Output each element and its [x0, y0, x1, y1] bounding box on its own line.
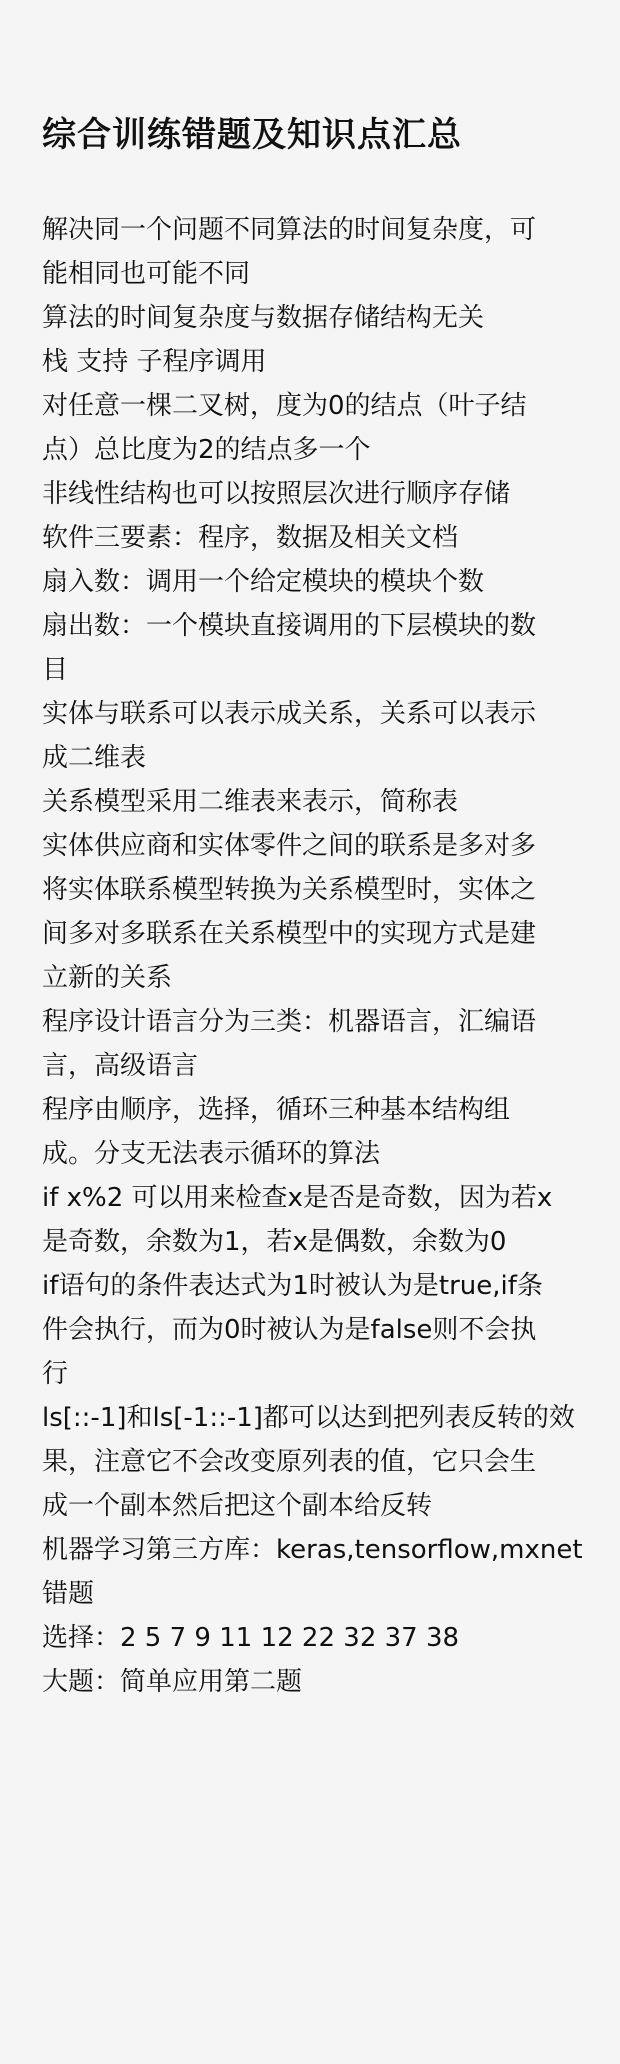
note-line: 成二维表	[42, 743, 147, 773]
note-line: 成。分支无法表示循环的算法	[42, 1139, 381, 1169]
note-line: 扇入数：调用一个给定模块的模块个数	[42, 567, 485, 597]
page-title: 综合训练错题及知识点汇总	[42, 115, 462, 155]
note-line: 果，注意它不会改变原列表的值，它只会生	[42, 1447, 537, 1477]
note-line: 是奇数，余数为1，若x是偶数，余数为0	[42, 1227, 507, 1257]
note-line: 扇出数：一个模块直接调用的下层模块的数	[42, 611, 537, 641]
note-line: 能相同也可能不同	[42, 259, 251, 289]
note-line: 解决同一个问题不同算法的时间复杂度，可	[42, 215, 537, 245]
note-line: 错题	[42, 1579, 95, 1609]
note-line: 件会执行，而为0时被认为是false则不会执	[42, 1315, 537, 1345]
notes-body	[42, 208, 582, 1704]
note-line: 算法的时间复杂度与数据存储结构无关	[42, 303, 485, 333]
note-line: 非线性结构也可以按照层次进行顺序存储	[42, 479, 511, 509]
note-line: 行	[42, 1359, 69, 1389]
note-line: 言，高级语言	[42, 1051, 199, 1081]
note-line: 间多对多联系在关系模型中的实现方式是建	[42, 919, 537, 949]
note-line: 程序设计语言分为三类：机器语言，汇编语	[42, 1007, 537, 1037]
note-line: if语句的条件表达式为1时被认为是true,if条	[42, 1271, 543, 1301]
note-line: 实体供应商和实体零件之间的联系是多对多	[42, 831, 537, 861]
note-line: 大题：简单应用第二题	[42, 1667, 303, 1697]
note-line: if x%2 可以用来检查x是否是奇数，因为若x	[42, 1183, 553, 1213]
note-line: 选择：2 5 7 9 11 12 22 32 37 38	[42, 1623, 460, 1653]
note-line: 实体与联系可以表示成关系，关系可以表示	[42, 699, 537, 729]
note-line: 目	[42, 655, 69, 685]
note-line: 机器学习第三方库：keras,tensorflow,mxnet	[42, 1535, 583, 1565]
note-line: 成一个副本然后把这个副本给反转	[42, 1491, 433, 1521]
note-line: 栈 支持 子程序调用	[42, 347, 267, 377]
note-line: 立新的关系	[42, 963, 173, 993]
note-line: 软件三要素：程序，数据及相关文档	[42, 523, 459, 553]
note-line: 对任意一棵二叉树，度为0的结点（叶子结	[42, 391, 527, 421]
note-line: 点）总比度为2的结点多一个	[42, 435, 371, 465]
note-line: ls[::-1]和ls[-1::-1]都可以达到把列表反转的效	[42, 1403, 575, 1433]
note-line: 程序由顺序，选择，循环三种基本结构组	[42, 1095, 511, 1125]
note-line: 将实体联系模型转换为关系模型时，实体之	[42, 875, 537, 905]
note-line: 关系模型采用二维表来表示，简称表	[42, 787, 459, 817]
